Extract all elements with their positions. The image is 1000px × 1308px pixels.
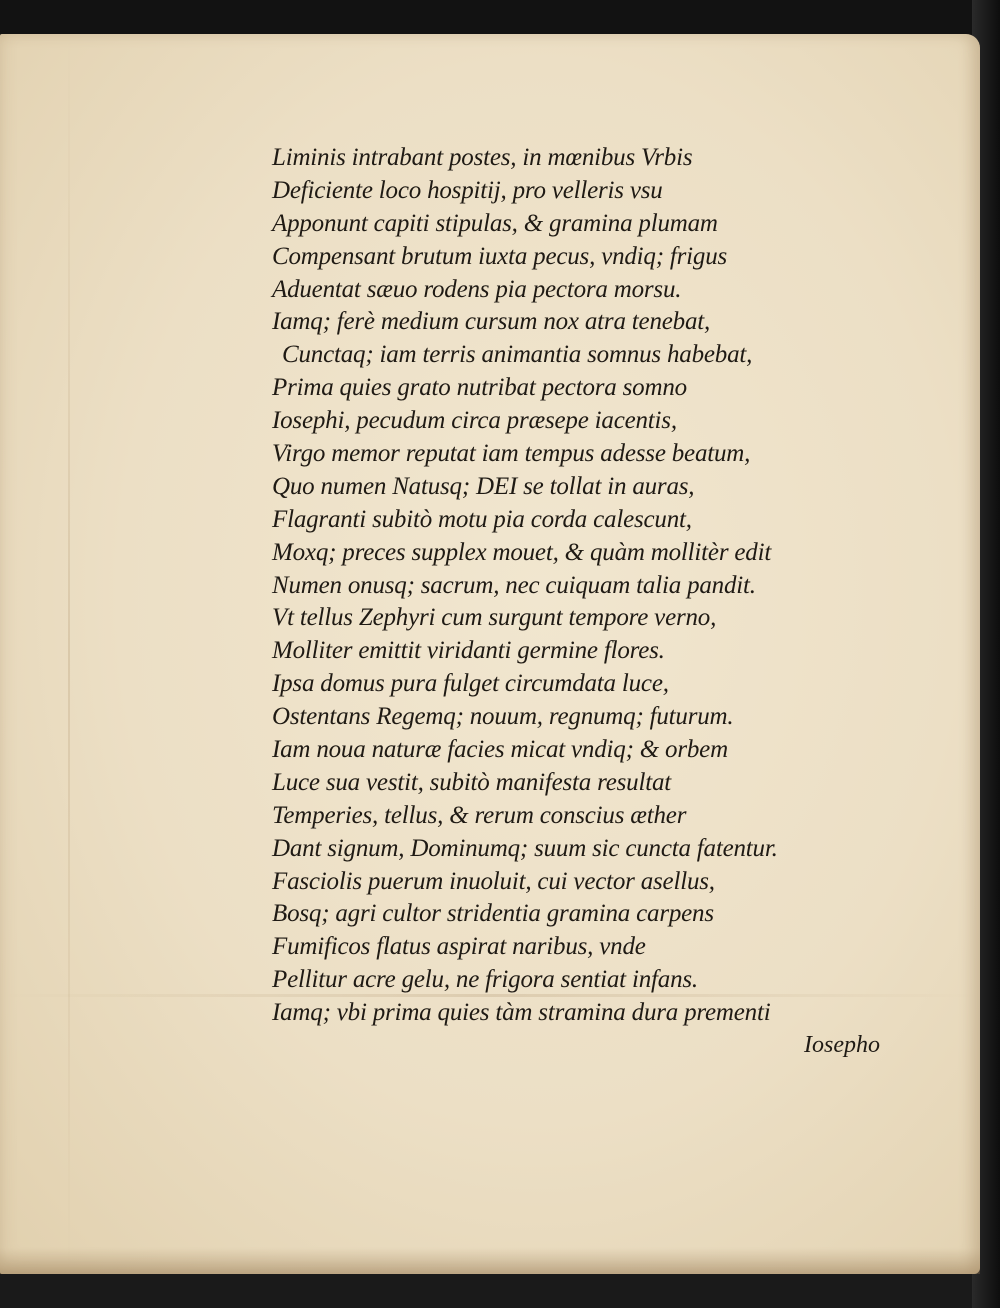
- verse-line: Liminis intrabant postes, in mœnibus Vrbis: [272, 144, 693, 171]
- verse-line: Iamq; ferè medium cursum nox atra tenebat,: [272, 308, 711, 336]
- verse-line: Pellitur acre gelu, ne frigora sentiat infans.: [272, 966, 698, 994]
- verse-line: Numen onusq; sacrum, nec cuiquam talia pandit.: [272, 571, 756, 599]
- verse-line: Quo numen Natusq; DEI se tollat in auras,: [272, 472, 695, 500]
- verse-line: Aduentat sæuo rodens pia pectora morsu.: [272, 275, 682, 303]
- verse-line: Fasciolis puerum inuoluit, cui vector asellus,: [272, 867, 715, 895]
- verse-line: Iamq; vbi prima quies tàm stramina dura prementi: [272, 999, 771, 1027]
- paper-page: [0, 34, 980, 1274]
- verse-line: Fumificos flatus aspirat naribus, vnde: [272, 933, 646, 961]
- verse-line: Bosq; agri cultor stridentia gramina carpens: [272, 900, 714, 928]
- verse-line: Cunctaq; iam terris animantia somnus habebat,: [282, 341, 753, 369]
- catchword: Iosepho: [804, 1032, 880, 1058]
- verse-line: Temperies, tellus, & rerum conscius æther: [272, 801, 687, 829]
- page-bottom-edge: [0, 1248, 980, 1274]
- verse-line: Moxq; preces supplex mouet, & quàm mollitèr edit: [272, 538, 772, 566]
- verse-line: Deficiente loco hospitij, pro velleris vsu: [272, 176, 663, 204]
- verse-text-block: [272, 142, 832, 1030]
- verse-line: Molliter emittit viridanti germine flores.: [272, 637, 665, 665]
- verse-line: Virgo memor reputat iam tempus adesse beatum,: [272, 440, 751, 468]
- verse-line: Prima quies grato nutribat pectora somno: [272, 374, 687, 402]
- verse-line: Dant signum, Dominumq; suum sic cuncta fatentur.: [272, 834, 778, 862]
- verse-line: Iam noua naturæ facies micat vndiq; & orbem: [272, 736, 728, 764]
- verse-line: Vt tellus Zephyri cum surgunt tempore verno,: [272, 604, 717, 632]
- verse-line: Luce sua vestit, subitò manifesta resultat: [272, 768, 671, 796]
- verse-line: Compensant brutum iuxta pecus, vndiq; frigus: [272, 242, 728, 270]
- verse-line: Ostentans Regemq; nouum, regnumq; futurum.: [272, 703, 734, 731]
- verse-line: Apponunt capiti stipulas, & gramina plumam: [272, 209, 718, 237]
- verse-line: Ipsa domus pura fulget circumdata luce,: [272, 670, 669, 698]
- verse-line: Flagranti subitò motu pia corda calescunt,: [272, 505, 692, 533]
- verse-line: Iosephi, pecudum circa præsepe iacentis,: [272, 407, 677, 435]
